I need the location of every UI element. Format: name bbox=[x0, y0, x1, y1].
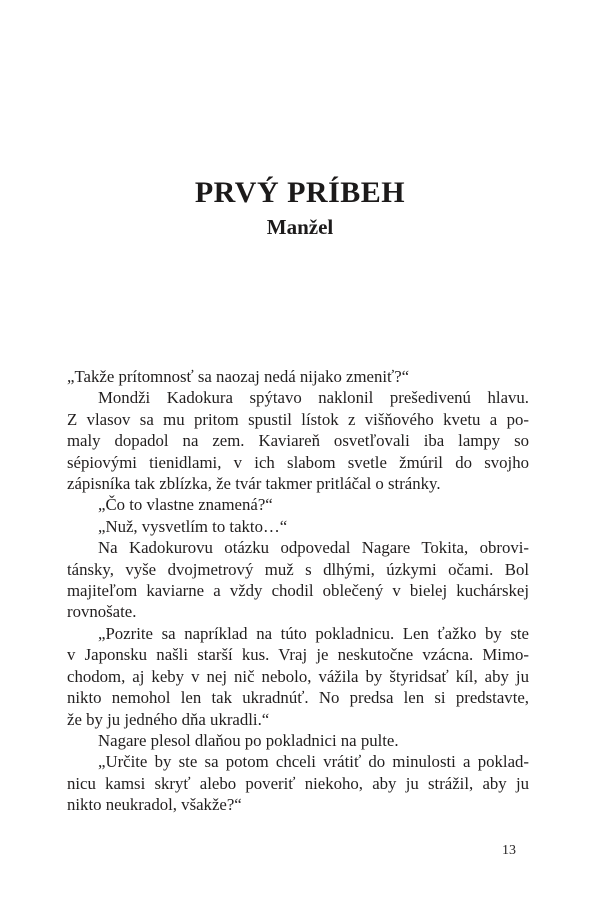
text-line: nikto nemohol len tak ukradnúť. No predsa len si predstavte, bbox=[67, 688, 529, 708]
text-line: zápisníka tak zblízka, že tvár takmer pritláčal o stránky. bbox=[67, 474, 441, 494]
chapter-title: PRVÝ PRÍBEH bbox=[194, 176, 406, 209]
body-text bbox=[67, 366, 529, 816]
text-line: Mondži Kadokura spýtavo naklonil prešedivenú hlavu. bbox=[98, 388, 529, 408]
paragraph bbox=[67, 751, 529, 815]
paragraph bbox=[67, 494, 529, 515]
text-line: Nagare plesol dlaňou po pokladnici na pulte. bbox=[98, 730, 399, 750]
text-line: tánsky, vyše dvojmetrový muž s dlhými, úzkymi očami. Bol bbox=[67, 559, 529, 579]
paragraph bbox=[67, 366, 529, 387]
text-line: sépiovými tienidlami, v ich slabom svetle žmúril do svojho bbox=[67, 452, 529, 472]
page-number: 13 bbox=[502, 843, 516, 858]
paragraph bbox=[67, 387, 529, 494]
text-line: že by ju jedného dňa ukradli.“ bbox=[67, 709, 270, 729]
chapter-heading bbox=[0, 176, 600, 240]
text-line: nikto neukradol, všakže?“ bbox=[67, 795, 242, 815]
text-line: Na Kadokurovu otázku odpovedal Nagare Tokita, obrovi- bbox=[98, 538, 529, 558]
paragraph bbox=[67, 730, 529, 751]
text-line: „Pozrite sa napríklad na túto pokladnicu. Len ťažko by ste bbox=[98, 623, 529, 643]
text-line: „Čo to vlastne znamená?“ bbox=[98, 495, 273, 515]
text-line: v Japonsku našli starší kus. Vraj je neskutočne vzácna. Mimo- bbox=[67, 645, 529, 665]
chapter-subtitle: Manžel bbox=[266, 215, 334, 239]
text-line: nicu kamsi skryť alebo poveriť niekoho, aby ju strážil, aby ju bbox=[67, 773, 529, 793]
text-line: „Nuž, vysvetlím to takto…“ bbox=[98, 516, 288, 536]
text-line: Z vlasov sa mu pritom spustil lístok z višňového kvetu a po- bbox=[67, 409, 529, 429]
paragraph bbox=[67, 537, 529, 623]
text-line: chodom, aj keby v nej nič nebolo, vážila by štyridsať kíl, aby ju bbox=[67, 666, 529, 686]
text-line: majiteľom kaviarne a vždy chodil oblečený v bielej kuchárskej bbox=[67, 581, 529, 601]
text-line: rovnošate. bbox=[67, 602, 137, 622]
text-line: „Určite by ste sa potom chceli vrátiť do minulosti a poklad- bbox=[98, 752, 529, 772]
paragraph bbox=[67, 516, 529, 537]
paragraph bbox=[67, 623, 529, 730]
text-line: „Takže prítomnosť sa naozaj nedá nijako zmeniť?“ bbox=[67, 367, 410, 386]
text-line: maly dopadol na zem. Kaviareň osvetľovali iba lampy so bbox=[67, 431, 529, 451]
